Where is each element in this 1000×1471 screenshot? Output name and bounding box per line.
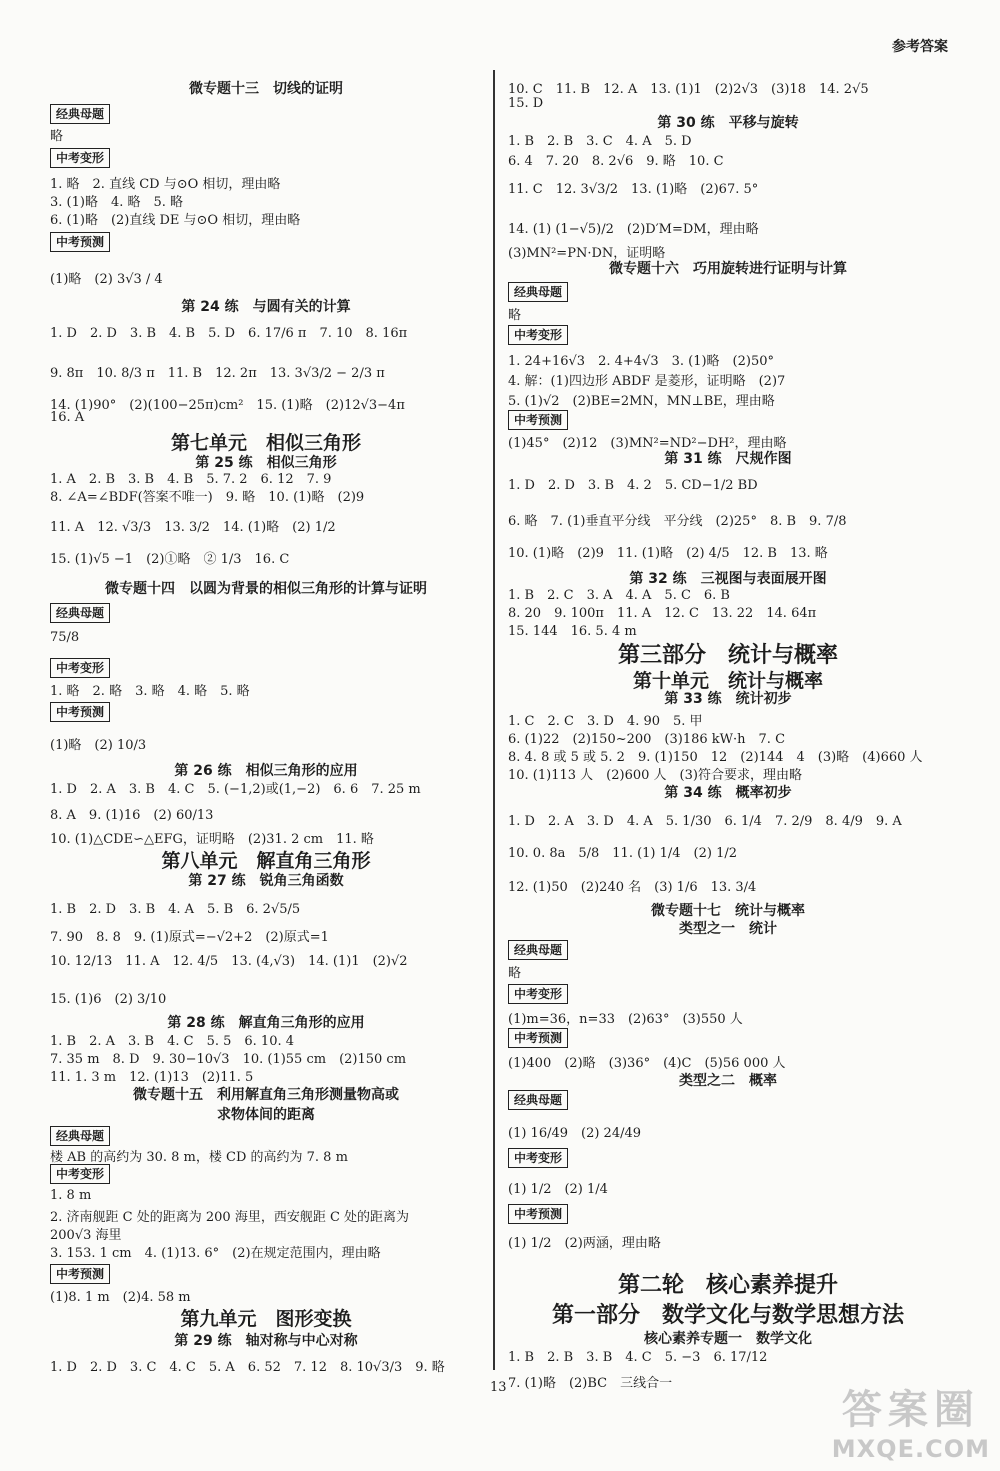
answer-line: 4. 解：(1)四边形 ABDF 是菱形，证明略 (2)7 — [508, 374, 786, 389]
section-label: 经典母题 — [50, 603, 110, 623]
answer-line: 75/8 — [50, 630, 80, 645]
section-title: 微专题十六 巧用旋转进行证明与计算 — [609, 261, 847, 277]
section-title: 求物体间的距离 — [217, 1107, 315, 1123]
answer-line: 11. A 12. √3/3 13. 3/2 14. (1)略 (2) 1/2 — [50, 520, 336, 535]
answer-line: 2. 济南舰距 C 处的距离为 200 海里，西安舰距 C 处的距离为 — [50, 1210, 410, 1225]
answer-line: 6. 4 7. 20 8. 2√6 9. 略 10. C — [508, 154, 724, 169]
answer-line: 15. (1)6 (2) 3/10 — [50, 992, 167, 1007]
answer-line: 1. B 2. A 3. B 4. C 5. 5 6. 10. 4 — [50, 1034, 295, 1049]
answer-line: 10. (1)略 (2)9 11. (1)略 (2) 4/5 12. B 13. 略 — [508, 546, 828, 561]
answer-line: 1. B 2. B 3. C 4. A 5. D — [508, 134, 692, 149]
answer-line: 楼 AB 的高约为 30. 8 m，楼 CD 的高约为 7. 8 m — [50, 1150, 348, 1165]
answer-line: (1) 1/2 (2)两涵，理由略 — [508, 1236, 661, 1251]
section-label: 中考预测 — [508, 410, 568, 430]
page-number: 13 — [490, 1380, 507, 1395]
answer-line: (1) 16/49 (2) 24/49 — [508, 1126, 642, 1141]
answer-line: (1) 1/2 (2) 1/4 — [508, 1182, 608, 1197]
answer-line: 6. (1)略 (2)直线 DE 与⊙O 相切，理由略 — [50, 213, 301, 228]
section-title: 第 30 练 平移与旋转 — [657, 115, 799, 131]
answer-line: 8. ∠A=∠BDF(答案不唯一) 9. 略 10. (1)略 (2)9 — [50, 490, 365, 505]
section-label: 中考预测 — [508, 1204, 568, 1224]
answer-line: 6. (1)22 (2)150~200 (3)186 kW·h 7. C — [508, 732, 786, 747]
section-title: 第 27 练 锐角三角函数 — [188, 873, 344, 889]
answer-line: 1. A 2. B 3. B 4. B 5. 7. 2 6. 12 7. 9 — [50, 472, 332, 487]
answer-line: 12. (1)50 (2)240 名 (3) 1/6 13. 3/4 — [508, 880, 757, 895]
answer-line: 15. (1)√5 −1 (2)①略 ② 1/3 16. C — [50, 552, 290, 567]
answer-line: (3)MN²=PN·DN，证明略 — [508, 246, 666, 261]
answer-line: 200√3 海里 — [50, 1228, 122, 1243]
answer-line: 11. C 12. 3√3/2 13. (1)略 (2)67. 5° — [508, 182, 759, 197]
answer-line: 8. 20 9. 100π 11. A 12. C 13. 22 14. 64π — [508, 606, 817, 621]
answer-line: 10. (1)113 人 (2)600 人 (3)符合要求，理由略 — [508, 768, 802, 783]
section-title: 类型之一 统计 — [679, 921, 777, 937]
answer-line: 15. 144 16. 5. 4 m — [508, 624, 637, 639]
answer-line: 1. B 2. D 3. B 4. A 5. B 6. 2√5/5 — [50, 902, 301, 917]
section-title: 类型之二 概率 — [679, 1073, 777, 1089]
section-title: 微专题十五 利用解直角三角形测量物高或 — [133, 1087, 399, 1103]
section-label: 经典母题 — [508, 940, 568, 960]
section-title: 第七单元 相似三角形 — [170, 432, 361, 454]
answer-line: 略 — [50, 129, 64, 144]
section-title: 第 32 练 三视图与表面展开图 — [629, 571, 827, 587]
section-title: 微专题十四 以圆为背景的相似三角形的计算与证明 — [105, 581, 427, 597]
answer-line: 14. (1)90° (2)(100−25π)cm² 15. (1)略 (2)12√3−4π — [50, 398, 405, 413]
answer-line: (1)8. 1 m (2)4. 58 m — [50, 1290, 191, 1305]
section-title: 第 28 练 解直角三角形的应用 — [167, 1015, 365, 1031]
section-title: 第 24 练 与圆有关的计算 — [181, 299, 351, 315]
watermark-line2: MXQE.COM — [831, 1435, 990, 1463]
section-title: 第九单元 图形变换 — [180, 1308, 352, 1330]
section-label: 中考预测 — [50, 232, 110, 252]
section-title: 第 34 练 概率初步 — [664, 785, 792, 801]
answer-line: (1)略 (2) 3√3 / 4 — [50, 272, 163, 287]
answer-line: (1)45° (2)12 (3)MN²=ND²−DH²，理由略 — [508, 436, 787, 451]
section-label: 经典母题 — [50, 104, 110, 124]
answer-line: 7. 35 m 8. D 9. 30−10√3 10. (1)55 cm (2)150 cm — [50, 1052, 407, 1067]
answer-line: 8. 4. 8 或 5 或 5. 2 9. (1)150 12 (2)144 4 (3)略 (4)660 人 — [508, 750, 923, 765]
answer-line: 9. 8π 10. 8/3 π 11. B 12. 2π 13. 3√3/2 − 2/3 π — [50, 366, 385, 381]
answer-line: 16. A — [50, 410, 85, 425]
section-label: 经典母题 — [508, 1090, 568, 1110]
watermark-line1: 答案圈 — [841, 1387, 980, 1433]
answer-line: 15. D — [508, 96, 544, 111]
answer-line: 略 — [508, 308, 522, 323]
answer-line: (1)m=36，n=33 (2)63° (3)550 人 — [508, 1012, 743, 1027]
section-label: 经典母题 — [508, 282, 568, 302]
section-title: 微专题十七 统计与概率 — [651, 903, 805, 919]
section-title: 第一部分 数学文化与数学思想方法 — [551, 1303, 904, 1328]
answer-line: 1. D 2. A 3. B 4. C 5. (−1,2)或(1,−2) 6. 6 7. 25 m — [50, 782, 421, 797]
answer-line: 1. C 2. C 3. D 4. 90 5. 甲 — [508, 714, 703, 729]
section-title: 第三部分 统计与概率 — [617, 643, 838, 668]
answer-line: 10. 0. 8a 5/8 11. (1) 1/4 (2) 1/2 — [508, 846, 738, 861]
section-title: 核心素养专题一 数学文化 — [644, 1331, 812, 1347]
answer-line: 10. (1)△CDE∽△EFG，证明略 (2)31. 2 cm 11. 略 — [50, 832, 374, 847]
section-label: 中考预测 — [50, 702, 110, 722]
section-label: 中考预测 — [508, 1028, 568, 1048]
section-title: 第 26 练 相似三角形的应用 — [174, 763, 358, 779]
answer-line: 11. 1. 3 m 12. (1)13 (2)11. 5 — [50, 1070, 254, 1085]
answer-line: 7. 90 8. 8 9. (1)原式=−√2+2 (2)原式=1 — [50, 930, 329, 945]
answer-line: 1. B 2. C 3. A 4. A 5. C 6. B — [508, 588, 730, 603]
section-label: 中考预测 — [50, 1264, 110, 1284]
section-label: 中考变形 — [50, 658, 110, 678]
section-label: 经典母题 — [50, 1126, 110, 1146]
answer-line: (1)略 (2) 10/3 — [50, 738, 147, 753]
answer-line: 1. D 2. D 3. B 4. B 5. D 6. 17/6 π 7. 10 8. 16π — [50, 326, 408, 341]
section-title: 微专题十三 切线的证明 — [189, 81, 343, 97]
page-header: 参考答案 — [892, 39, 948, 55]
answer-line: 7. (1)略 (2)BC 三线合一 — [508, 1376, 673, 1391]
answer-line: 6. 略 7. (1)垂直平分线 平分线 (2)25° 8. B 9. 7/8 — [508, 514, 847, 529]
column-divider — [493, 70, 495, 1370]
answer-line: 8. A 9. (1)16 (2) 60/13 — [50, 808, 214, 823]
section-title: 第十单元 统计与概率 — [632, 670, 823, 692]
section-title: 第 25 练 相似三角形 — [195, 455, 337, 471]
section-label: 中考变形 — [508, 325, 568, 345]
answer-line: 1. 略 2. 直线 CD 与⊙O 相切，理由略 — [50, 177, 281, 192]
section-title: 第 31 练 尺规作图 — [664, 451, 792, 467]
section-label: 中考变形 — [50, 148, 110, 168]
watermark-logo — [832, 1378, 990, 1463]
section-title: 第二轮 核心素养提升 — [617, 1273, 838, 1298]
answer-line: 略 — [508, 966, 522, 981]
section-label: 中考变形 — [508, 984, 568, 1004]
answer-line: 3. 153. 1 cm 4. (1)13. 6° (2)在规定范围内，理由略 — [50, 1246, 381, 1261]
answer-line: 10. 12/13 11. A 12. 4/5 13. (4,√3) 14. (1)1 (2)√2 — [50, 954, 408, 969]
section-title: 第八单元 解直角三角形 — [161, 850, 371, 872]
section-title: 第 29 练 轴对称与中心对称 — [174, 1333, 358, 1349]
answer-line: 1. 8 m — [50, 1188, 92, 1203]
answer-line: 1. D 2. D 3. B 4. 2 5. CD−1/2 BD — [508, 478, 758, 493]
section-title: 第 33 练 统计初步 — [664, 691, 792, 707]
answer-line: 1. B 2. B 3. B 4. C 5. −3 6. 17/12 — [508, 1350, 768, 1365]
answer-line: 5. (1)√2 (2)BE=2MN，MN⊥BE，理由略 — [508, 394, 775, 409]
answer-line: 1. D 2. D 3. C 4. C 5. A 6. 52 7. 12 8. 10√3/3 9. 略 — [50, 1360, 445, 1375]
section-label: 中考变形 — [50, 1164, 110, 1184]
section-label: 中考变形 — [508, 1148, 568, 1168]
answer-line: 1. D 2. A 3. D 4. A 5. 1/30 6. 1/4 7. 2/9 8. 4/9 9. A — [508, 814, 902, 829]
answer-line: 14. (1) (1−√5)/2 (2)D′M=DM，理由略 — [508, 222, 759, 237]
answer-line: 1. 略 2. 略 3. 略 4. 略 5. 略 — [50, 684, 250, 699]
answer-line: 3. (1)略 4. 略 5. 略 — [50, 195, 184, 210]
answer-line: 10. C 11. B 12. A 13. (1)1 (2)2√3 (3)18 14. 2√5 — [508, 82, 869, 97]
answer-line: (1)400 (2)略 (3)36° (4)C (5)56 000 人 — [508, 1056, 786, 1071]
answer-line: 1. 24+16√3 2. 4+4√3 3. (1)略 (2)50° — [508, 354, 774, 369]
